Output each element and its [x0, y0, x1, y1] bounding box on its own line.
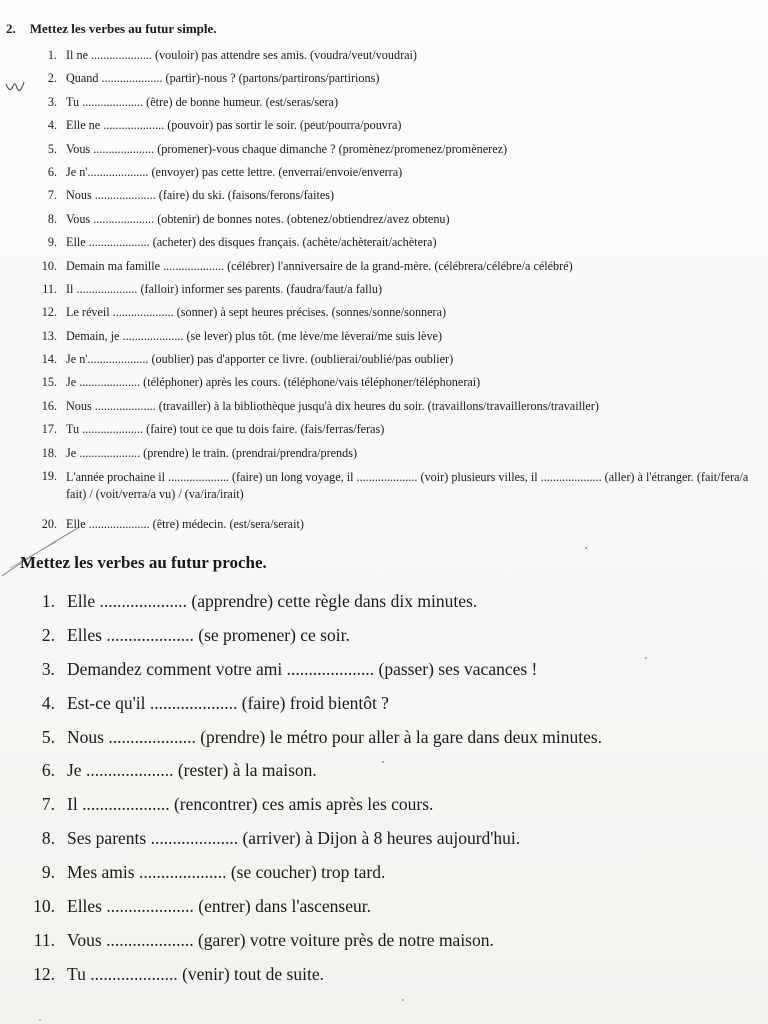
list-item: [0, 305, 768, 328]
item-number: 7.: [41, 794, 55, 815]
list-item: [0, 48, 768, 71]
item-text: Vous .................... (garer) votre voiture près de notre maison.: [67, 929, 494, 950]
item-text: L'année prochaine il .................... (faire) un long voyage, il .................... (voir) plusieurs villes, il .................... (aller) à l'étranger. (fait/fera/a fait) / (voit/verra/a vu) / (va/ira/irait): [66, 470, 749, 502]
item-text: Elle ne .................... (pouvoir) pas sortir le soir. (peut/pourra/pouvra): [66, 118, 402, 133]
list-item: [0, 624, 768, 658]
item-number: 7.: [47, 188, 57, 203]
item-number: 9.: [47, 235, 57, 250]
item-number: 6.: [41, 760, 55, 781]
list-item: [0, 282, 768, 305]
item-text: Tu .................... (faire) tout ce que tu dois faire. (fais/ferras/feras): [66, 422, 385, 437]
item-text: Tu .................... (venir) tout de suite.: [67, 963, 324, 984]
list-item: [0, 212, 768, 235]
item-number: 9.: [41, 862, 55, 883]
item-number: 15.: [41, 375, 57, 390]
item-text: Il .................... (falloir) informer ses parents. (faudra/faut/a fallu): [66, 281, 383, 296]
item-text: Nous .................... (prendre) le métro pour aller à la gare dans deux minutes.: [67, 726, 603, 747]
item-text: Elles .................... (se promener) ce soir.: [67, 624, 350, 645]
list-item: [0, 726, 768, 760]
item-text: Elle .................... (être) médecin. (est/sera/serait): [66, 517, 304, 532]
item-text: Je n'.................... (oublier) pas d'apporter ce livre. (oublierai/oublié/pas oublier): [66, 352, 454, 367]
item-text: Il .................... (rencontrer) ces amis après les cours.: [67, 794, 434, 815]
item-number: 6.: [47, 164, 57, 179]
item-text: Est-ce qu'il .................... (faire) froid bientôt ?: [67, 692, 389, 713]
item-number: 18.: [41, 445, 57, 460]
list-item: [0, 861, 768, 895]
list-item: [0, 188, 768, 211]
list-item: [0, 352, 768, 375]
item-text: Vous .................... (obtenir) de bonnes notes. (obtenez/obtiendrez/avez obtenu): [66, 211, 450, 226]
item-number: 19.: [41, 469, 57, 484]
item-number: 8.: [41, 828, 55, 849]
list-item: [0, 235, 768, 258]
item-number: 3.: [47, 94, 57, 109]
list-item: [0, 259, 768, 282]
list-item: [0, 658, 768, 692]
item-text: Quand .................... (partir)-nous ? (partons/partirons/partirions): [66, 71, 380, 86]
list-item: [0, 895, 768, 929]
item-number: 8.: [47, 211, 57, 226]
list-item: [0, 71, 768, 94]
list-item: [0, 118, 768, 141]
list-item: [0, 827, 768, 861]
item-text: Nous .................... (travailler) à la bibliothèque jusqu'à dix heures du soir. (travaillons/travaillerons/travailler): [66, 398, 599, 413]
list-item: [0, 142, 768, 165]
item-number: 4.: [41, 692, 55, 713]
list-item: [0, 692, 768, 726]
list-item: [0, 329, 768, 352]
item-text: Il ne .................... (vouloir) pas attendre ses amis. (voudra/veut/voudrai): [66, 48, 417, 62]
item-number: 20.: [41, 517, 57, 532]
item-number: 12.: [33, 963, 55, 984]
section-1-number: 2.: [6, 21, 16, 36]
item-text: Je .................... (prendre) le train. (prendrai/prendra/prends): [66, 445, 358, 460]
item-number: 1.: [41, 591, 55, 611]
list-item: [0, 446, 768, 469]
item-number: 5.: [41, 726, 55, 747]
item-text: Tu .................... (être) de bonne humeur. (est/seras/sera): [66, 94, 339, 109]
item-number: 3.: [41, 658, 55, 679]
list-item: [0, 422, 768, 445]
item-number: 16.: [41, 398, 57, 413]
item-text: Demandez comment votre ami .................... (passer) ses vacances !: [67, 658, 538, 679]
item-number: 4.: [47, 118, 57, 133]
item-number: 2.: [47, 71, 57, 86]
item-number: 1.: [47, 48, 57, 62]
list-item: [0, 95, 768, 118]
item-text: Nous .................... (faire) du ski. (faisons/ferons/faites): [66, 188, 335, 203]
item-number: 11.: [42, 281, 57, 296]
list-item: [0, 759, 768, 793]
section-1-list: [0, 48, 768, 540]
list-item: [0, 793, 768, 827]
item-number: 5.: [47, 141, 57, 156]
item-number: 10.: [41, 258, 57, 273]
item-number: 12.: [41, 305, 57, 320]
item-text: Elle .................... (apprendre) cette règle dans dix minutes.: [67, 591, 478, 611]
item-number: 14.: [41, 352, 57, 367]
item-text: Demain ma famille .................... (célébrer) l'anniversaire de la grand-mère. (célébrera/célébre/a célébré): [66, 258, 573, 273]
section-2-title: Mettez les verbes au futur proche.: [20, 553, 267, 572]
list-item: [0, 517, 768, 540]
list-item: [0, 590, 768, 624]
section-2-list: [0, 590, 768, 997]
item-text: Ses parents .................... (arriver) à Dijon à 8 heures aujourd'hui.: [67, 828, 521, 849]
list-item: [0, 399, 768, 422]
item-text: Elles .................... (entrer) dans l'ascenseur.: [67, 896, 371, 917]
item-number: 11.: [33, 929, 55, 950]
item-number: 13.: [41, 328, 57, 343]
list-item: [0, 375, 768, 398]
item-number: 2.: [41, 624, 55, 645]
list-item: [0, 929, 768, 963]
item-text: Je .................... (rester) à la maison.: [67, 760, 317, 781]
section-1-title-text: Mettez les verbes au futur simple.: [29, 21, 217, 36]
list-item: [0, 963, 768, 997]
list-item: [0, 165, 768, 188]
item-text: Vous .................... (promener)-vous chaque dimanche ? (promènez/promenez/promènerez): [66, 141, 508, 156]
item-text: Mes amis .................... (se coucher) trop tard.: [67, 862, 386, 883]
item-text: Le réveil .................... (sonner) à sept heures précises. (sonnes/sonne/sonnera): [66, 305, 447, 320]
section-1-title: [6, 21, 217, 37]
item-number: 10.: [33, 896, 55, 917]
list-item: [0, 469, 768, 517]
item-text: Elle .................... (acheter) des disques français. (achète/achèterait/achètera): [66, 235, 437, 250]
item-text: Je n'.................... (envoyer) pas cette lettre. (enverrai/envoie/enverra): [66, 164, 403, 179]
item-text: Je .................... (téléphoner) après les cours. (téléphone/vais téléphoner/téléphonerai): [66, 375, 481, 390]
item-number: 17.: [41, 422, 57, 437]
item-text: Demain, je .................... (se lever) plus tôt. (me lève/me lèverai/me suis lève): [66, 328, 443, 343]
